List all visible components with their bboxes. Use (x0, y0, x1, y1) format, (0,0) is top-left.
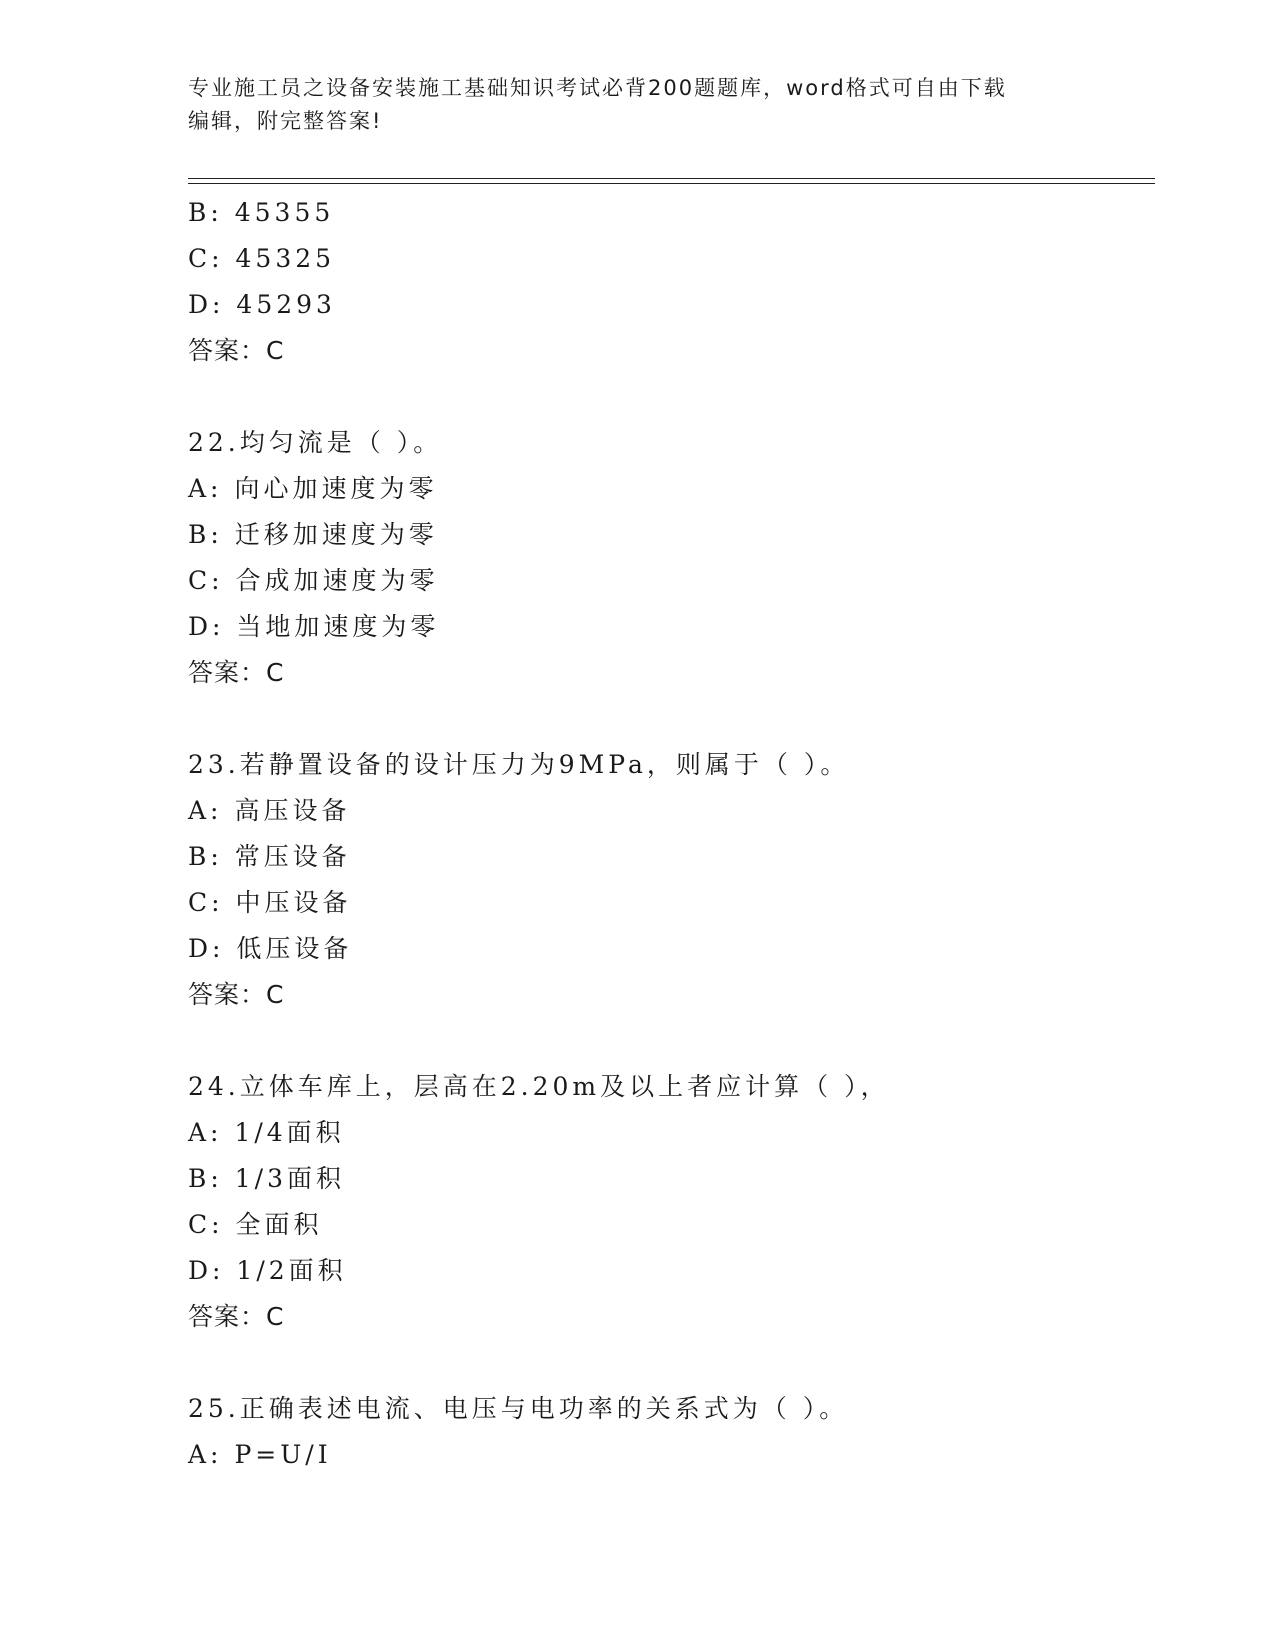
option-key: A: (188, 1440, 223, 1469)
option-key: C: (188, 1210, 224, 1239)
option-d (188, 926, 1148, 972)
option-key: D: (188, 1256, 225, 1285)
question-24 (188, 1064, 1148, 1340)
option-text: 1/4面积 (234, 1118, 345, 1147)
option-c (188, 236, 1148, 282)
option-a (188, 466, 1148, 512)
option-text: 合成加速度为零 (235, 566, 439, 595)
option-b (188, 1156, 1148, 1202)
option-text: 高压设备 (234, 796, 351, 825)
option-c (188, 880, 1148, 926)
option-text: 45293 (236, 290, 336, 319)
option-key: C: (188, 566, 224, 595)
option-d (188, 604, 1148, 650)
option-d (188, 1248, 1148, 1294)
option-b (188, 190, 1148, 236)
option-key: B: (188, 842, 223, 871)
question-25 (188, 1386, 1148, 1478)
option-d (188, 282, 1148, 328)
question-stem: 23.若静置设备的设计压力为9MPa，则属于（ ）。 (188, 750, 850, 779)
option-key: D: (188, 290, 225, 319)
option-key: C: (188, 244, 224, 273)
question-stem: 24.立体车库上，层高在2.20m及以上者应计算（ ）， (188, 1072, 890, 1101)
spacer (188, 374, 1148, 420)
question-21-continued (188, 190, 1148, 374)
option-text: 中压设备 (235, 888, 352, 917)
option-text: 向心加速度为零 (234, 474, 438, 503)
option-text: P=U/I (234, 1440, 332, 1469)
header-divider-top (188, 178, 1155, 179)
title-line-2: 编辑，附完整答案! (188, 109, 383, 133)
option-key: A: (188, 474, 223, 503)
title-line-1: 专业施工员之设备安装施工基础知识考试必背200题题库，word格式可自由下载 (188, 76, 1007, 100)
header-divider-bottom (188, 183, 1155, 184)
option-text: 45325 (235, 244, 336, 273)
question-22 (188, 420, 1148, 696)
option-key: D: (188, 934, 225, 963)
option-c (188, 558, 1148, 604)
option-text: 1/3面积 (234, 1164, 345, 1193)
option-text: 45355 (234, 198, 335, 227)
question-23 (188, 742, 1148, 1018)
answer-line: 答案：C (188, 658, 285, 687)
option-c (188, 1202, 1148, 1248)
option-a (188, 1432, 1148, 1478)
option-b (188, 834, 1148, 880)
option-text: 常压设备 (234, 842, 351, 871)
option-key: B: (188, 520, 223, 549)
option-a (188, 788, 1148, 834)
option-a (188, 1110, 1148, 1156)
option-b (188, 512, 1148, 558)
question-stem: 22.均匀流是（ ）。 (188, 428, 443, 457)
question-list (188, 190, 1148, 1478)
spacer (188, 696, 1148, 742)
option-key: A: (188, 1118, 223, 1147)
option-key: A: (188, 796, 223, 825)
option-key: C: (188, 888, 224, 917)
document-title (188, 72, 1088, 138)
question-stem: 25.正确表述电流、电压与电功率的关系式为（ ）。 (188, 1394, 849, 1423)
option-key: D: (188, 612, 225, 641)
answer-line: 答案：C (188, 336, 285, 365)
spacer (188, 1340, 1148, 1386)
option-text: 迁移加速度为零 (234, 520, 438, 549)
answer-line: 答案：C (188, 1302, 285, 1331)
spacer (188, 1018, 1148, 1064)
option-key: B: (188, 198, 223, 227)
option-text: 1/2面积 (236, 1256, 347, 1285)
option-text: 当地加速度为零 (236, 612, 440, 641)
option-text: 全面积 (235, 1210, 323, 1239)
option-key: B: (188, 1164, 223, 1193)
answer-line: 答案：C (188, 980, 285, 1009)
option-text: 低压设备 (236, 934, 353, 963)
